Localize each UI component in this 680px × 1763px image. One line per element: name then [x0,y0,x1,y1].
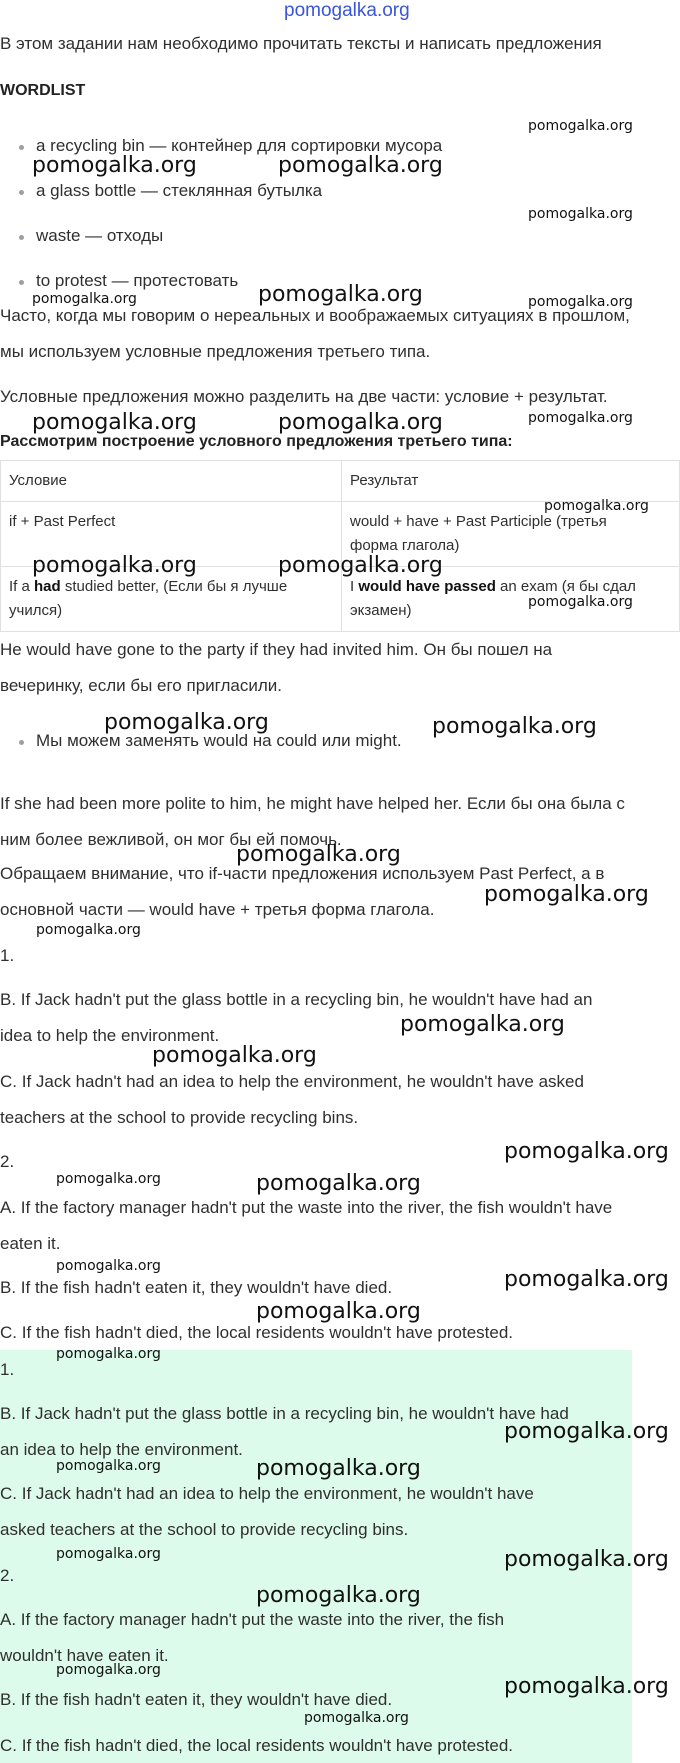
bullet-icon [19,145,24,150]
example-sentence: вечеринку, если бы его пригласили. [0,676,282,695]
wordlist-item: waste — отходы [36,226,164,245]
wordlist-item: a glass bottle — стеклянная бутылка [36,181,323,200]
cell-text: учился) [9,602,63,619]
watermark: pomogalka.org [152,1043,317,1068]
cell-text: studied better, (Если бы я лучше [60,578,288,595]
answer-sentence: wouldn't have eaten it. [0,1646,169,1665]
watermark: pomogalka.org [32,553,197,578]
cell-text: форма глагола) [350,537,460,554]
watermark: pomogalka.org [528,410,633,426]
watermark: pomogalka.org [258,282,423,307]
watermark: pomogalka.org [56,1171,161,1187]
watermark: pomogalka.org [104,710,269,735]
cell-text: would + have + Past Participle (третья [350,513,607,530]
wordlist-item: to protest — протестовать [36,271,239,290]
attention-paragraph: Обращаем внимание, что if-части предложения используем Past Perfect, а в [0,864,605,883]
table-header-label: Условие [9,472,67,489]
theory-paragraph: Часто, когда мы говорим о нереальных и воображаемых ситуациях в прошлом, [0,306,630,325]
example-sentence: If she had been more polite to him, he might have helped her. Если бы она была с [0,794,625,813]
answer-sentence: an idea to help the environment. [0,1440,243,1459]
task-sentence: B. If the fish hadn't eaten it, they wouldn't have died. [0,1278,393,1297]
cell-emphasis: would have passed [358,578,496,595]
watermark: pomogalka.org [504,1674,669,1699]
watermark: pomogalka.org [278,153,443,178]
cell-text: I [350,578,359,595]
watermark: pomogalka.org [278,410,443,435]
task-number: 2. [0,1152,15,1171]
answer-number: 2. [0,1566,15,1585]
table-heading: Рассмотрим построение условного предложения третьего типа: [0,433,513,450]
site-link[interactable]: pomogalka.org [284,0,410,21]
cell-text: if + Past Perfect [9,513,116,530]
wordlist-item: a recycling bin — контейнер для сортировки мусора [36,136,443,155]
table-header-label: Результат [350,472,419,489]
cell-text: If a [9,578,35,595]
watermark: pomogalka.org [504,1267,669,1292]
watermark: pomogalka.org [528,206,633,222]
task-sentence: teachers at the school to provide recycling bins. [0,1108,359,1127]
watermark: pomogalka.org [236,842,401,867]
watermark: pomogalka.org [32,410,197,435]
watermark: pomogalka.org [528,118,633,134]
task-sentence: eaten it. [0,1234,61,1253]
task-sentence: idea to help the environment. [0,1026,220,1045]
watermark: pomogalka.org [32,291,137,307]
watermark: pomogalka.org [256,1171,421,1196]
answer-sentence: B. If Jack hadn't put the glass bottle in a recycling bin, he wouldn't have had [0,1404,569,1423]
intro-text: В этом задании нам необходимо прочитать тексты и написать предложения [0,34,602,53]
bullet-icon [19,280,24,285]
task-sentence: C. If Jack hadn't had an idea to help the environment, he wouldn't have asked [0,1072,584,1091]
watermark: pomogalka.org [56,1546,161,1562]
note-bullet: Мы можем заменять would на could или might. [36,731,402,750]
watermark: pomogalka.org [56,1346,161,1362]
wordlist-heading: WORDLIST [0,82,86,99]
task-number: 1. [0,946,15,965]
task-sentence: B. If Jack hadn't put the glass bottle in a recycling bin, he wouldn't have had an [0,990,593,1009]
answer-sentence: A. If the factory manager hadn't put the waste into the river, the fish [0,1610,505,1629]
answer-sentence: C. If the fish hadn't died, the local residents wouldn't have protested. [0,1736,514,1755]
example-sentence: ним более вежливой, он мог бы ей помочь. [0,830,342,849]
task-sentence: C. If the fish hadn't died, the local residents wouldn't have protested. [0,1323,514,1342]
table-header-cell [342,461,680,502]
watermark: pomogalka.org [256,1456,421,1481]
theory-paragraph: Условные предложения можно разделить на две части: условие + результат. [0,387,608,406]
cell-emphasis: had [34,578,61,595]
attention-paragraph: основной части — would have + третья форма глагола. [0,900,435,919]
watermark: pomogalka.org [484,882,649,907]
answer-number: 1. [0,1360,15,1379]
table-header-cell [1,461,342,502]
watermark: pomogalka.org [36,922,141,938]
watermark: pomogalka.org [504,1547,669,1572]
watermark: pomogalka.org [504,1419,669,1444]
watermark: pomogalka.org [56,1662,161,1678]
example-sentence: He would have gone to the party if they had invited him. Он бы пошел на [0,640,553,659]
bullet-icon [19,190,24,195]
watermark: pomogalka.org [304,1710,409,1726]
answer-sentence: B. If the fish hadn't eaten it, they wouldn't have died. [0,1690,393,1709]
cell-text: экзамен) [350,602,412,619]
watermark: pomogalka.org [528,594,633,610]
watermark: pomogalka.org [504,1139,669,1164]
answer-sentence: asked teachers at the school to provide recycling bins. [0,1520,409,1539]
watermark: pomogalka.org [256,1299,421,1324]
answer-sentence: C. If Jack hadn't had an idea to help the environment, he wouldn't have [0,1484,534,1503]
watermark: pomogalka.org [32,153,197,178]
theory-paragraph: мы используем условные предложения третьего типа. [0,342,431,361]
bullet-icon [19,235,24,240]
watermark: pomogalka.org [528,294,633,310]
watermark: pomogalka.org [432,714,597,739]
watermark: pomogalka.org [56,1258,161,1274]
watermark: pomogalka.org [56,1458,161,1474]
watermark: pomogalka.org [544,498,649,514]
task-sentence: A. If the factory manager hadn't put the waste into the river, the fish wouldn't have [0,1198,613,1217]
cell-text: an exam (я бы сдал [495,578,636,595]
watermark: pomogalka.org [400,1012,565,1037]
bullet-icon [19,740,24,745]
table-row [1,461,680,502]
watermark: pomogalka.org [256,1583,421,1608]
watermark: pomogalka.org [278,553,443,578]
